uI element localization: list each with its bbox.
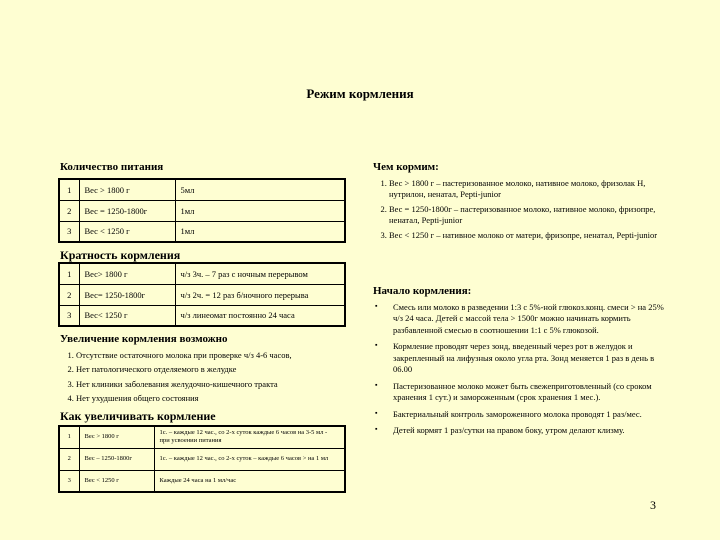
frequency-heading: Кратность кормления xyxy=(60,248,181,262)
amount-heading: Количество питания xyxy=(60,161,164,173)
increase-possible-heading: Увеличение кормления возможно xyxy=(60,333,228,345)
cell: ч/з 3ч. – 7 раз с ночным перерывом xyxy=(175,263,345,284)
cell: 2 xyxy=(59,284,79,305)
increase-possible-list xyxy=(60,350,350,408)
table-row xyxy=(59,448,345,470)
frequency-table xyxy=(58,262,346,327)
list-item: 3. Нет клиники заболевания желудочно-кишечного тракта xyxy=(76,379,350,390)
table-row xyxy=(59,200,345,221)
cell: 1 xyxy=(59,263,79,284)
cell: 1мл xyxy=(175,200,345,221)
cell: 3 xyxy=(59,305,79,326)
list-item: ▪ Бактериальный контроль замороженного молока проводят 1 раз/мес. xyxy=(373,409,665,420)
list-item: ▪ Пастеризованное молоко может быть свежеприготовленный (со сроком хранения 1 сут.) и замороженным (срок хранения 1 мес.). xyxy=(373,381,665,404)
cell: 2 xyxy=(59,200,79,221)
how-increase-heading: Как увеличивать кормление xyxy=(60,409,216,423)
list-item: ▪ Кормление проводят через зонд, введенный через рот в желудок и закрепленный на лифузныя около угла рта. Зонд меняется 1 раз в день в 06.00 xyxy=(373,341,665,375)
start-feeding-list xyxy=(373,302,665,442)
cell: 3 xyxy=(59,470,79,492)
cell: Вес< 1250 г xyxy=(79,305,175,326)
cell: 1 xyxy=(59,179,79,200)
cell: Вес < 1250 г xyxy=(79,221,175,242)
cell: 3 xyxy=(59,221,79,242)
table-row xyxy=(59,263,345,284)
slide-title: Режим кормления xyxy=(306,86,414,101)
cell: 1мл xyxy=(175,221,345,242)
cell: Вес < 1250 г xyxy=(79,470,154,492)
cell: 5мл xyxy=(175,179,345,200)
cell: Вес > 1800 г xyxy=(79,179,175,200)
table-row xyxy=(59,284,345,305)
table-row xyxy=(59,470,345,492)
cell: Вес= 1250-1800г xyxy=(79,284,175,305)
what-feed-list xyxy=(373,178,665,244)
cell: 1 xyxy=(59,426,79,448)
amount-table xyxy=(58,178,346,243)
cell: ч/з линеомат постоянно 24 часа xyxy=(175,305,345,326)
cell: Каждые 24 часа на 1 мл/час xyxy=(154,470,345,492)
table-row xyxy=(59,221,345,242)
start-feeding-heading: Начало кормления: xyxy=(373,285,472,297)
list-item: 4. Нет ухудшения общего состояния xyxy=(76,393,350,404)
cell: 2 xyxy=(59,448,79,470)
what-feed-heading: Чем кормим: xyxy=(373,161,439,173)
cell: ч/з 2ч. = 12 раз б/ночного перерыва xyxy=(175,284,345,305)
cell: 1с. – каждые 12 час., со 2-х суток каждые 6 часов на 3-5 мл - при усвоении питания xyxy=(154,426,345,448)
list-item: 2. Нет патологического отделяемого в желудке xyxy=(76,364,350,375)
table-row xyxy=(59,426,345,448)
list-item: 1. Отсутствие остаточного молока при проверке ч/з 4-6 часов, xyxy=(76,350,350,361)
list-item: ▪ Детей кормят 1 раз/сутки на правом боку, утром делают клизму. xyxy=(373,425,665,436)
cell: Вес > 1800 г xyxy=(79,426,154,448)
list-item: 3. Вес < 1250 г – нативное молоко от матери, фризопре, ненатал, Pepti-junior xyxy=(389,230,665,241)
list-item: ▪ Смесь или молоко в разведении 1:3 с 5%-ной глюкоз.конц. смеси > на 25% ч/з 24 часа. Детей с массой тела > 1500г можно начинать кормить разбавленной смесью в соотношении 1:1 с 5% глюкозой. xyxy=(373,302,665,336)
list-item: 2. Вес = 1250-1800г – пастеризованное молоко, нативное молоко, фризопре, ненатал, Pepti-junior xyxy=(389,204,665,227)
cell: Вес> 1800 г xyxy=(79,263,175,284)
table-row xyxy=(59,305,345,326)
how-increase-table xyxy=(58,425,346,493)
page-number: 3 xyxy=(650,498,656,512)
cell: 1с. – каждые 12 час., со 2-х суток – каждые 6 часов > на 1 мл xyxy=(154,448,345,470)
cell: Вес – 1250-1800г xyxy=(79,448,154,470)
table-row xyxy=(59,179,345,200)
list-item: 1. Вес > 1800 г – пастеризованное молоко, нативное молоко, фризолак Н, нутрилон, ненатал, Pepti-junior xyxy=(389,178,665,201)
cell: Вес = 1250-1800г xyxy=(79,200,175,221)
